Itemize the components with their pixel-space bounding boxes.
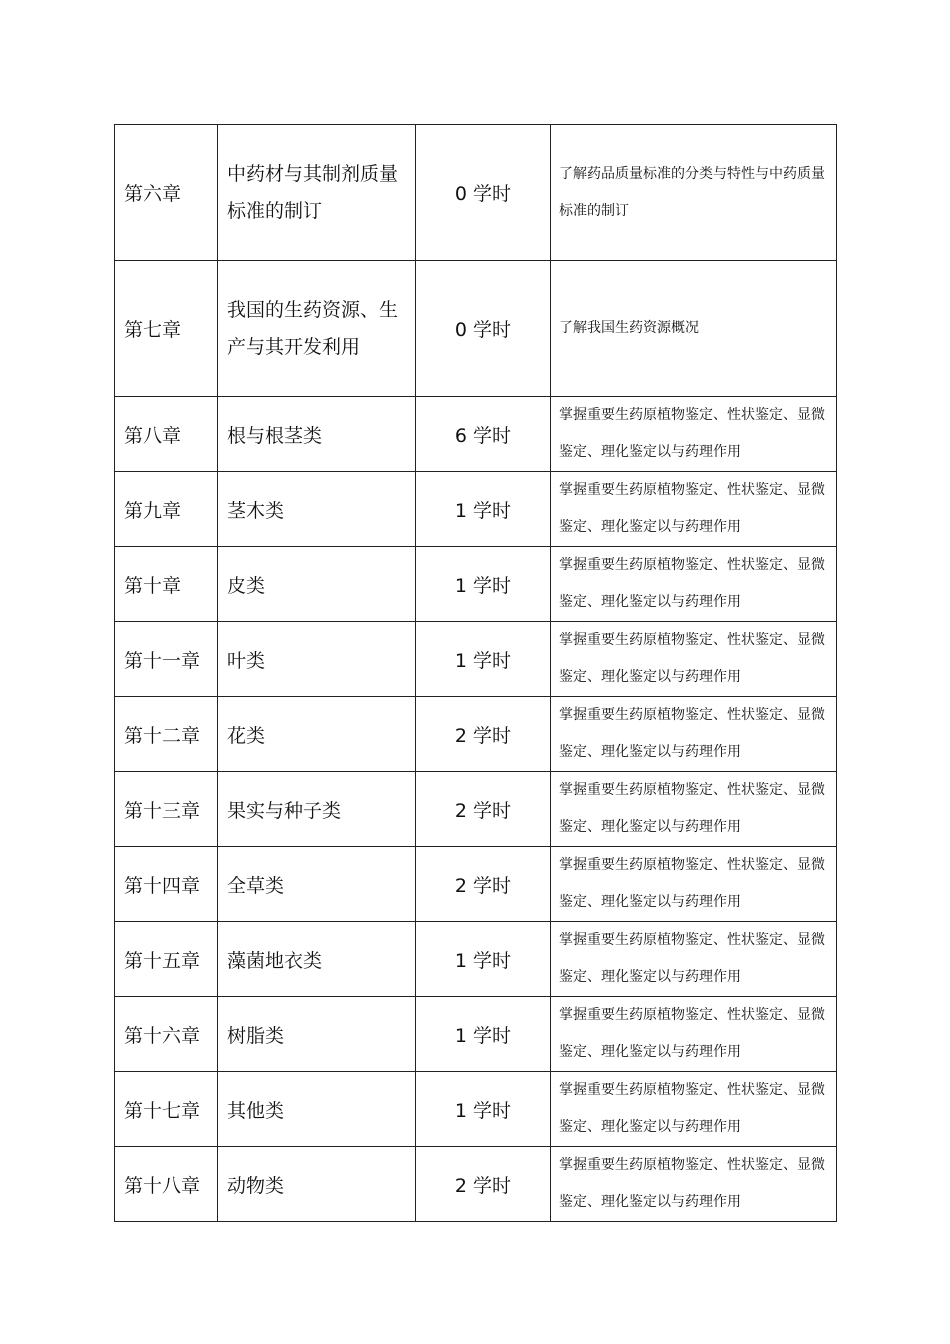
objective-cell: 掌握重要生药原植物鉴定、性状鉴定、显微鉴定、理化鉴定以与药理作用 (551, 772, 837, 847)
hours-cell: 1 学时 (416, 1072, 551, 1147)
table-row (115, 472, 837, 547)
title-cell: 叶类 (218, 622, 416, 697)
title-cell: 其他类 (218, 1072, 416, 1147)
chapter-cell: 第十五章 (115, 922, 218, 997)
hours-cell: 1 学时 (416, 472, 551, 547)
title-cell: 藻菌地衣类 (218, 922, 416, 997)
objective-cell: 了解药品质量标准的分类与特性与中药质量标准的制订 (551, 125, 837, 261)
table-row (115, 772, 837, 847)
chapter-cell: 第十一章 (115, 622, 218, 697)
table-row (115, 847, 837, 922)
table-row (115, 125, 837, 261)
table-row (115, 1072, 837, 1147)
chapter-cell: 第十七章 (115, 1072, 218, 1147)
title-cell: 皮类 (218, 547, 416, 622)
objective-cell: 了解我国生药资源概况 (551, 261, 837, 397)
hours-cell: 2 学时 (416, 697, 551, 772)
chapter-cell: 第十六章 (115, 997, 218, 1072)
hours-cell: 2 学时 (416, 847, 551, 922)
hours-cell: 0 学时 (416, 261, 551, 397)
objective-cell: 掌握重要生药原植物鉴定、性状鉴定、显微鉴定、理化鉴定以与药理作用 (551, 622, 837, 697)
chapter-cell: 第十三章 (115, 772, 218, 847)
objective-cell: 掌握重要生药原植物鉴定、性状鉴定、显微鉴定、理化鉴定以与药理作用 (551, 1072, 837, 1147)
table-row (115, 397, 837, 472)
title-cell: 花类 (218, 697, 416, 772)
objective-cell: 掌握重要生药原植物鉴定、性状鉴定、显微鉴定、理化鉴定以与药理作用 (551, 997, 837, 1072)
table-row (115, 922, 837, 997)
title-cell: 根与根茎类 (218, 397, 416, 472)
title-cell: 动物类 (218, 1147, 416, 1222)
hours-cell: 1 学时 (416, 922, 551, 997)
table-row (115, 697, 837, 772)
objective-cell: 掌握重要生药原植物鉴定、性状鉴定、显微鉴定、理化鉴定以与药理作用 (551, 397, 837, 472)
objective-cell: 掌握重要生药原植物鉴定、性状鉴定、显微鉴定、理化鉴定以与药理作用 (551, 1147, 837, 1222)
title-cell: 我国的生药资源、生产与其开发利用 (218, 261, 416, 397)
chapter-cell: 第十四章 (115, 847, 218, 922)
objective-cell: 掌握重要生药原植物鉴定、性状鉴定、显微鉴定、理化鉴定以与药理作用 (551, 922, 837, 997)
hours-cell: 2 学时 (416, 772, 551, 847)
table-row (115, 261, 837, 397)
hours-cell: 6 学时 (416, 397, 551, 472)
chapter-cell: 第六章 (115, 125, 218, 261)
chapter-cell: 第十八章 (115, 1147, 218, 1222)
title-cell: 全草类 (218, 847, 416, 922)
hours-cell: 1 学时 (416, 547, 551, 622)
table-row (115, 1147, 837, 1222)
table-row (115, 622, 837, 697)
chapter-cell: 第八章 (115, 397, 218, 472)
objective-cell: 掌握重要生药原植物鉴定、性状鉴定、显微鉴定、理化鉴定以与药理作用 (551, 847, 837, 922)
hours-cell: 1 学时 (416, 622, 551, 697)
chapter-cell: 第十二章 (115, 697, 218, 772)
hours-cell: 1 学时 (416, 997, 551, 1072)
table-row (115, 547, 837, 622)
objective-cell: 掌握重要生药原植物鉴定、性状鉴定、显微鉴定、理化鉴定以与药理作用 (551, 472, 837, 547)
hours-cell: 2 学时 (416, 1147, 551, 1222)
hours-cell: 0 学时 (416, 125, 551, 261)
syllabus-table (114, 124, 837, 1222)
table-row (115, 997, 837, 1072)
chapter-cell: 第十章 (115, 547, 218, 622)
chapter-cell: 第九章 (115, 472, 218, 547)
title-cell: 果实与种子类 (218, 772, 416, 847)
title-cell: 中药材与其制剂质量标准的制订 (218, 125, 416, 261)
objective-cell: 掌握重要生药原植物鉴定、性状鉴定、显微鉴定、理化鉴定以与药理作用 (551, 697, 837, 772)
title-cell: 茎木类 (218, 472, 416, 547)
title-cell: 树脂类 (218, 997, 416, 1072)
chapter-cell: 第七章 (115, 261, 218, 397)
objective-cell: 掌握重要生药原植物鉴定、性状鉴定、显微鉴定、理化鉴定以与药理作用 (551, 547, 837, 622)
